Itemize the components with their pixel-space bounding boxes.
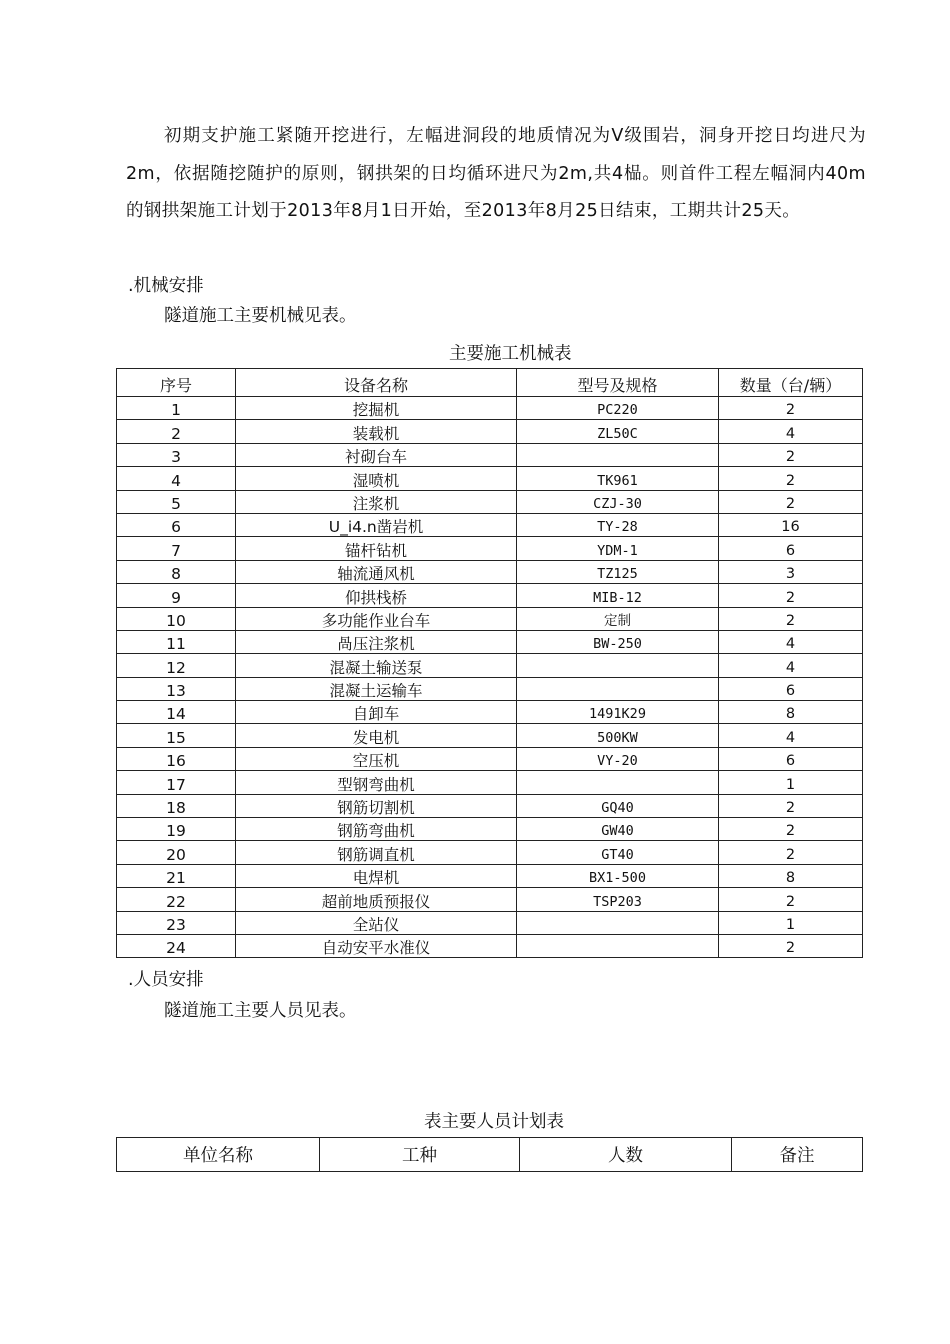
- model-spec-cell: TZ125: [517, 560, 719, 583]
- equipment-name-cell: 轴流通风机: [236, 560, 517, 583]
- table-row: [117, 397, 863, 420]
- row-index-cell: 16: [117, 747, 236, 770]
- staff-heading: .人员安排: [128, 970, 204, 990]
- equipment-name-cell: 自动安平水准仪: [236, 934, 517, 957]
- equipment-name-cell: 钢筋切割机: [236, 794, 517, 817]
- column-header-headcount: 人数: [520, 1138, 732, 1172]
- model-spec-cell: TY-28: [517, 513, 719, 536]
- table-row: [117, 490, 863, 513]
- equipment-name-cell: 注浆机: [236, 490, 517, 513]
- equipment-name-cell: 型钢弯曲机: [236, 771, 517, 794]
- table-row: [117, 818, 863, 841]
- model-spec-cell: ZL50C: [517, 420, 719, 443]
- quantity-cell: 2: [719, 888, 863, 911]
- table-row: [117, 864, 863, 887]
- quantity-cell: 2: [719, 841, 863, 864]
- model-spec-cell: GT40: [517, 841, 719, 864]
- table-row: [117, 537, 863, 560]
- model-spec-cell: 定制: [517, 607, 719, 630]
- table-row: [117, 677, 863, 700]
- row-index-cell: 10: [117, 607, 236, 630]
- equipment-name-cell: 混凝土运输车: [236, 677, 517, 700]
- table-row: [117, 513, 863, 536]
- table-row: [117, 560, 863, 583]
- table-row: [117, 607, 863, 630]
- model-spec-cell: [517, 677, 719, 700]
- machinery-header-row: [117, 369, 863, 397]
- model-spec-cell: TSP203: [517, 888, 719, 911]
- quantity-cell: 2: [719, 934, 863, 957]
- equipment-name-cell: 空压机: [236, 747, 517, 770]
- row-index-cell: 2: [117, 420, 236, 443]
- model-spec-cell: YDM-1: [517, 537, 719, 560]
- quantity-cell: 4: [719, 724, 863, 747]
- row-index-cell: 4: [117, 467, 236, 490]
- machinery-table: [116, 368, 863, 958]
- equipment-name-cell: 湿喷机: [236, 467, 517, 490]
- model-spec-cell: GW40: [517, 818, 719, 841]
- model-spec-cell: TK961: [517, 467, 719, 490]
- model-spec-cell: GQ40: [517, 794, 719, 817]
- staff-table-title: 表主要人员计划表: [424, 1112, 564, 1132]
- table-row: [117, 701, 863, 724]
- model-spec-cell: BW-250: [517, 630, 719, 653]
- quantity-cell: 4: [719, 420, 863, 443]
- equipment-name-cell: 锚杆钻机: [236, 537, 517, 560]
- quantity-cell: 1: [719, 911, 863, 934]
- table-row: [117, 934, 863, 957]
- row-index-cell: 8: [117, 560, 236, 583]
- model-spec-cell: MIB-12: [517, 584, 719, 607]
- model-spec-cell: [517, 934, 719, 957]
- table-row: [117, 794, 863, 817]
- model-spec-cell: [517, 911, 719, 934]
- model-spec-cell: CZJ-30: [517, 490, 719, 513]
- table-row: [117, 841, 863, 864]
- equipment-name-cell: 全站仪: [236, 911, 517, 934]
- machinery-table-body: [117, 397, 863, 958]
- column-header-unit: 单位名称: [117, 1138, 320, 1172]
- equipment-name-cell: 仰拱栈桥: [236, 584, 517, 607]
- row-index-cell: 19: [117, 818, 236, 841]
- row-index-cell: 21: [117, 864, 236, 887]
- table-row: [117, 420, 863, 443]
- machinery-table-title: 主要施工机械表: [449, 344, 572, 364]
- equipment-name-cell: 钢筋弯曲机: [236, 818, 517, 841]
- quantity-cell: 6: [719, 537, 863, 560]
- quantity-cell: 1: [719, 771, 863, 794]
- equipment-name-cell: 钢筋调直机: [236, 841, 517, 864]
- machinery-heading: .机械安排: [128, 276, 204, 296]
- quantity-cell: 2: [719, 818, 863, 841]
- model-spec-cell: [517, 654, 719, 677]
- equipment-name-cell: 超前地质预报仪: [236, 888, 517, 911]
- model-spec-cell: [517, 771, 719, 794]
- table-row: [117, 771, 863, 794]
- quantity-cell: 2: [719, 584, 863, 607]
- equipment-name-cell: 装载机: [236, 420, 517, 443]
- row-index-cell: 11: [117, 630, 236, 653]
- row-index-cell: 14: [117, 701, 236, 724]
- quantity-cell: 8: [719, 701, 863, 724]
- machinery-intro: 隧道施工主要机械见表。: [164, 306, 357, 326]
- row-index-cell: 20: [117, 841, 236, 864]
- equipment-name-cell: 电焊机: [236, 864, 517, 887]
- staff-table: [116, 1137, 863, 1172]
- table-row: [117, 888, 863, 911]
- model-spec-cell: PC220: [517, 397, 719, 420]
- model-spec-cell: 1491K29: [517, 701, 719, 724]
- quantity-cell: 4: [719, 654, 863, 677]
- table-row: [117, 584, 863, 607]
- quantity-cell: 2: [719, 397, 863, 420]
- row-index-cell: 6: [117, 513, 236, 536]
- quantity-cell: 8: [719, 864, 863, 887]
- equipment-name-cell: 挖掘机: [236, 397, 517, 420]
- equipment-name-cell: U_i4.n凿岩机: [236, 513, 517, 536]
- equipment-name-cell: 衬砌台车: [236, 443, 517, 466]
- column-header-remarks: 备注: [732, 1138, 863, 1172]
- quantity-cell: 2: [719, 794, 863, 817]
- column-header-quantity: 数量（台/辆）: [719, 369, 863, 397]
- table-row: [117, 911, 863, 934]
- table-row: [117, 630, 863, 653]
- quantity-cell: 2: [719, 443, 863, 466]
- row-index-cell: 17: [117, 771, 236, 794]
- row-index-cell: 5: [117, 490, 236, 513]
- row-index-cell: 12: [117, 654, 236, 677]
- quantity-cell: 4: [719, 630, 863, 653]
- column-header-equipment: 设备名称: [236, 369, 517, 397]
- quantity-cell: 2: [719, 467, 863, 490]
- quantity-cell: 2: [719, 490, 863, 513]
- staff-header-row: [117, 1138, 863, 1172]
- quantity-cell: 2: [719, 607, 863, 630]
- row-index-cell: 1: [117, 397, 236, 420]
- table-row: [117, 654, 863, 677]
- row-index-cell: 15: [117, 724, 236, 747]
- equipment-name-cell: 多功能作业台车: [236, 607, 517, 630]
- row-index-cell: 23: [117, 911, 236, 934]
- staff-intro: 隧道施工主要人员见表。: [164, 1001, 357, 1021]
- model-spec-cell: 500KW: [517, 724, 719, 747]
- equipment-name-cell: 发电机: [236, 724, 517, 747]
- equipment-name-cell: 混凝土输送泵: [236, 654, 517, 677]
- model-spec-cell: [517, 443, 719, 466]
- row-index-cell: 3: [117, 443, 236, 466]
- table-row: [117, 724, 863, 747]
- row-index-cell: 18: [117, 794, 236, 817]
- quantity-cell: 3: [719, 560, 863, 583]
- row-index-cell: 24: [117, 934, 236, 957]
- row-index-cell: 7: [117, 537, 236, 560]
- equipment-name-cell: 咼压注浆机: [236, 630, 517, 653]
- model-spec-cell: VY-20: [517, 747, 719, 770]
- column-header-model: 型号及规格: [517, 369, 719, 397]
- table-row: [117, 443, 863, 466]
- equipment-name-cell: 自卸车: [236, 701, 517, 724]
- quantity-cell: 16: [719, 513, 863, 536]
- quantity-cell: 6: [719, 677, 863, 700]
- quantity-cell: 6: [719, 747, 863, 770]
- model-spec-cell: BX1-500: [517, 864, 719, 887]
- row-index-cell: 13: [117, 677, 236, 700]
- row-index-cell: 22: [117, 888, 236, 911]
- intro-paragraph: 初期支护施工紧随开挖进行，左幅进洞段的地质情况为Ⅴ级围岩，洞身开挖日均进尺为2m，依据随挖随护的原则，钢拱架的日均循环进尺为2m,共4榀。则首件工程左幅洞内40m的钢拱架施工计划于2013年8月1日开始，至2013年8月25日结束，工期共计25天。: [126, 126, 866, 221]
- column-header-trade: 工种: [320, 1138, 520, 1172]
- row-index-cell: 9: [117, 584, 236, 607]
- table-row: [117, 747, 863, 770]
- column-header-index: 序号: [117, 369, 236, 397]
- table-row: [117, 467, 863, 490]
